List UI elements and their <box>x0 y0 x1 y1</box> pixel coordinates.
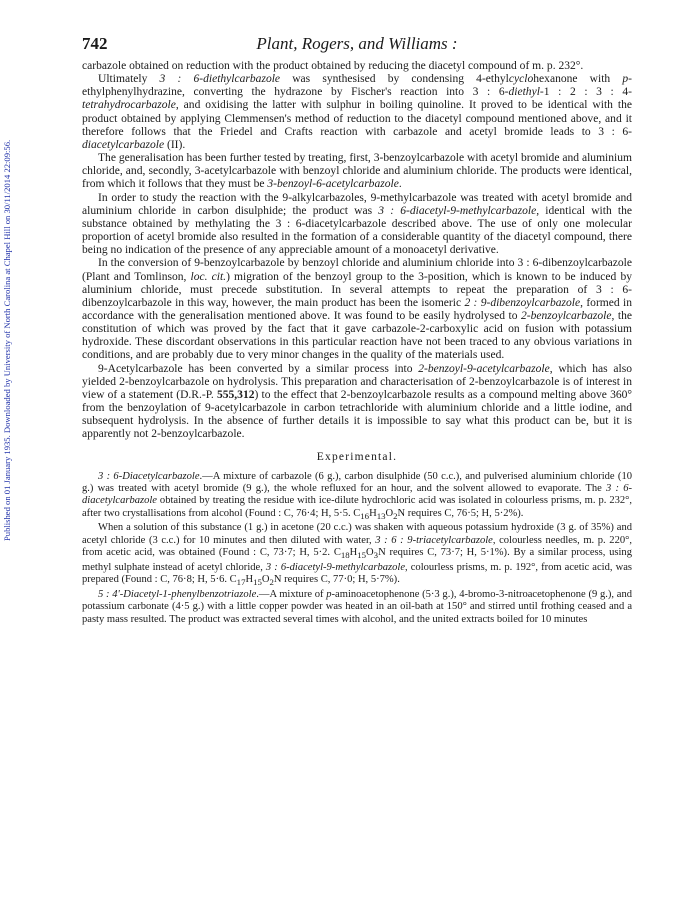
text-run: .—A mixture of <box>256 588 327 600</box>
text-run: O <box>385 507 394 519</box>
italic-run: p <box>326 588 332 600</box>
italic-run: 3 : 6-diethylcarbazole <box>159 73 281 86</box>
running-head: Plant, Rogers, and Williams : <box>256 34 458 53</box>
italic-run: 3 : 6 : 9-triacetylcarbazole <box>375 534 493 546</box>
text-run: 555,312 <box>216 388 255 401</box>
text-run: , which has also yielded 2-benzoylcarbazole on hydrolysis. This preparation and characterisation of 2-benzoylcarbazole is of interest in view of a statement (D.R.-P. <box>82 362 632 401</box>
italic-run: 3 : 6-diacetylcarbazole <box>82 482 632 507</box>
subscript-run: 2 <box>269 577 274 588</box>
text-run: H <box>369 507 377 519</box>
publication-watermark: Published on 01 January 1935. Downloaded by University of North Carolina at Chapel Hill on 30/11/2014 22:09:56. <box>2 139 12 541</box>
subscript-run: 3 <box>373 550 379 561</box>
text-run: , colourless needles, m. p. 220°, from acetic acid, was obtained (Found : C, 73·7; H, 5·2. C <box>82 534 632 559</box>
body-text <box>82 60 632 442</box>
section-heading-experimental: Experimental. <box>316 450 398 463</box>
text-run: N requires C, 73·7; H, 5·1%). By a similar process, using methyl sulphate instead of acetyl chloride, <box>82 547 632 573</box>
text-run: When a solution of this substance (1 g.) in acetone (20 c.c.) was shaken with aqueous potassium hydroxide (3 g. of 35%) and acetyl chloride (3 c.c.) for 10 minutes and then diluted with water, <box>82 522 632 546</box>
italic-run: 3 : 6-diacetyl-9-methylcarbazole <box>265 561 406 573</box>
italic-run: 3 : 6-Diacetylcarbazole <box>98 470 200 482</box>
italic-run: diethyl <box>508 86 540 99</box>
italic-run: 3-benzoyl-6-acetylcarbazole <box>267 178 399 191</box>
text-run: H <box>349 547 358 559</box>
text-run: , colourless prisms, m. p. 192°, from acetic acid, was prepared (Found : C, 76·8; H, 5·6. C <box>82 561 632 586</box>
text-run: ) to the effect that 2-benzoylcarbazole results as a compound melting above 360° from the benzoylation of 9-acetylcarbazole in carbon tetrachloride with aluminium chloride and a little iodine, and subsequent hydrolysis. In the absence of further details it is impossible to say what this product can be, but it is apparently not 2-benzoylcarbazole. <box>82 388 633 441</box>
subscript-run: 13 <box>376 511 386 521</box>
subscript-run: 15 <box>357 550 367 561</box>
text-run: In the conversion of 9-benzoylcarbazole by benzoyl chloride and aluminium chloride into 3 : 6-dibenzoylcarbazole (Plant and Tomlinson, <box>82 257 632 283</box>
paragraph <box>82 73 632 152</box>
text-run: -aminoacetophenone (5·3 g.), 4-bromo-3-nitroacetophenone (9 g.), and potassium carbonate (4·5 g.) with a little copper powder was heated in an oil-bath at 150° and stirred until frothing ceased and a pasty mass resulted. The product was extracted several times with alcohol, and the united extracts boiled for 10 minutes <box>82 588 632 625</box>
subscript-run: 18 <box>340 550 350 561</box>
subscript-run: 15 <box>253 577 262 588</box>
text-run: hexanone with <box>533 73 623 86</box>
text-run: , formed in accordance with the generalisation mentioned above. It was found to be easily hydrolysed to <box>82 296 632 322</box>
paragraph <box>82 363 632 442</box>
italic-run: diacetylcarbazole <box>82 138 165 151</box>
italic-run: 3 : 6-diacetyl-9-methylcarbazole <box>378 204 537 217</box>
paragraph <box>82 192 632 258</box>
text-run: In order to study the reaction with the 9-alkylcarbazoles, 9-methylcarbazole was treated with acetyl bromide and aluminium chloride in carbon disulphide; the product was <box>82 191 632 217</box>
text-run: ) migration of the benzoyl group to the 3-position, which is known to be induced by aluminium chloride, must precede substitution. In several attempts to repeat the preparation of 3 : 6-dibenzoylcarbazole in this way, however, the main product has been the isomeric <box>82 270 632 309</box>
text-run: carbazole obtained on reduction with the product obtained by reducing the diacetyl compound of m. p. 232°. <box>82 60 584 72</box>
italic-run: 5 : 4'-Diacetyl-1-phenylbenzotriazole <box>98 588 257 600</box>
text-run: obtained by treating the residue with ice-dilute hydrochloric acid was isolated in colourless prisms, m. p. 232°, after two crystallisations from alcohol (Found : C, 76·4; H, 5·5. C <box>82 495 632 519</box>
italic-run: p <box>622 73 629 86</box>
text-run: . <box>398 178 402 191</box>
paragraph <box>82 257 632 362</box>
text-run: O <box>366 547 374 559</box>
experimental-section <box>82 471 632 627</box>
subscript-run: 16 <box>360 511 370 521</box>
paragraph <box>82 589 632 626</box>
page-number: 742 <box>82 34 108 53</box>
italic-run: loc. cit. <box>190 270 227 283</box>
italic-run: tetrahydrocarbazole <box>82 99 176 112</box>
text-run: The generalisation has been further tested by treating, first, 3-benzoylcarbazole with acetyl bromide and aluminium chloride, and, secondly, 3-acetylcarbazole with benzoyl chloride and aluminium chloride. The products were identical, from which it follows that they must be <box>82 152 632 191</box>
page <box>82 34 632 626</box>
subscript-run: 17 <box>236 577 246 588</box>
italic-run: 2 : 9-dibenzoylcarbazole <box>464 296 581 309</box>
text-run: H <box>245 574 254 586</box>
text-run: -ethylphenylhydrazine, converting the hydrazone by Fischer's reaction into 3 : 6- <box>82 73 632 99</box>
text-run: (II). <box>164 138 186 151</box>
text-run: 9-Acetylcarbazole has been converted by a similar process into <box>98 362 419 375</box>
text-run: O <box>261 574 270 586</box>
text-run: N requires C, 76·5; H, 5·2%). <box>397 507 524 519</box>
paragraph <box>82 522 632 588</box>
text-run: -1 : 2 : 3 : 4- <box>539 86 632 99</box>
text-run: was synthesised by condensing 4-ethyl <box>280 73 509 86</box>
text-run: , the constitution of which was proved by the fact that it gave carbazole-2-carboxylic acid on fusion with potassium hydroxide. These discordant observations in this particular reaction have not been traced to any obvious variations in conditions, and are probably due to very minor changes in the quality of the materials used. <box>82 309 632 362</box>
text-run: .—A mixture of carbazole (6 g.), carbon disulphide (50 c.c.), and pulverised aluminium chloride (10 g.) was treated with acetyl bromide (9 g.), the whole refluxed for an hour, and the solvent allowed to evaporate. The <box>82 470 632 494</box>
subscript-run: 2 <box>393 511 398 521</box>
italic-run: 2-benzoyl-9-acetylcarbazole <box>418 362 550 375</box>
text-run: , and oxidising the latter with sulphur in boiling quinoline. It proved to be identical with the product obtained by applying Clemmensen's method of reduction to the diacetyl compound mentioned above, and it therefore follows that the Friedel and Crafts reaction with carbazole and acetyl bromide leads to 3 : 6- <box>82 99 632 138</box>
text-run: Ultimately <box>98 73 160 86</box>
paragraph <box>82 471 632 523</box>
italic-run: 2-benzoylcarbazole <box>521 309 612 322</box>
text-run: , identical with the substance obtained by methylating the 3 : 6-diacetylcarbazole described above. The use of only one molecular proportion of acetyl bromide also resulted in the formation of a considerable quantity of the diacetyl compound, there being no indication of the presence of any appreciable amount of a monoacetyl derivative. <box>82 204 633 257</box>
paragraph <box>82 152 632 191</box>
text-run: N requires C, 77·0; H, 5·7%). <box>273 574 400 586</box>
italic-run: cyclo <box>508 73 534 86</box>
page-header <box>82 34 632 60</box>
paragraph <box>82 60 632 73</box>
